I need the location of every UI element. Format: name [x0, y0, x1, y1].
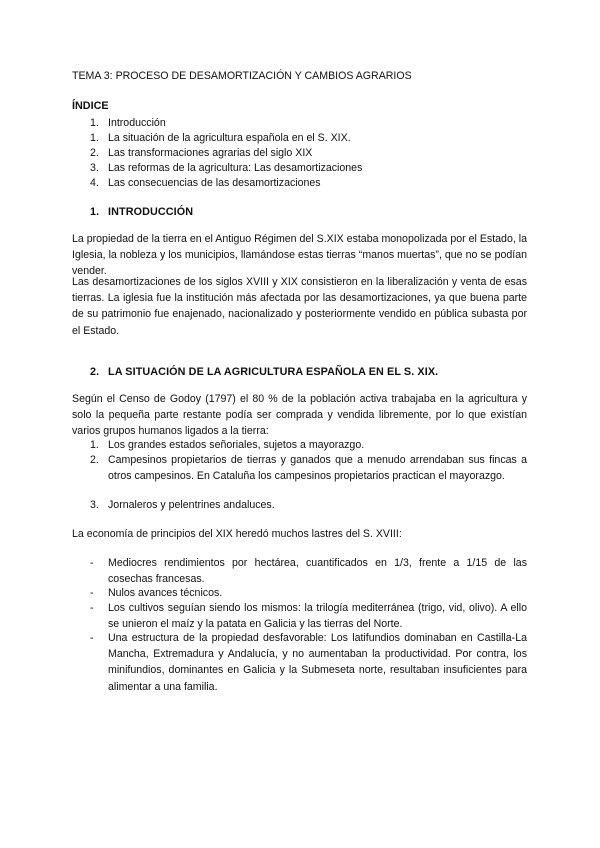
bullet-text: Una estructura de la propiedad desfavorable: Los latifundios dominaban en Castilla-La Mancha, Extremadura y Andalucía, y no aumentaban la productividad. Por contra, los minifundios, dominantes en Galicia y la Submeseta norte, resultaban insuficientes para alimentar a una familia.	[108, 632, 527, 693]
index-item	[90, 147, 312, 159]
list-item-text: Jornaleros y pelentrines andaluces.	[108, 499, 275, 511]
bullet-dash: -	[90, 557, 94, 569]
bullet-text: Mediocres rendimientos por hectárea, cuantificados en 1/3, frente a 1/15 de las cosechas francesas.	[108, 557, 527, 586]
index-item-text: Las consecuencias de las desamortizaciones	[108, 177, 321, 189]
index-item-number: 4.	[90, 177, 99, 189]
index-heading: ÍNDICE	[72, 100, 109, 112]
index-item-number: 3.	[90, 162, 99, 174]
bullet-dash: -	[90, 632, 94, 644]
list-item-number: 2.	[90, 454, 99, 466]
section-title: INTRODUCCIÓN	[108, 206, 194, 218]
document-title: TEMA 3: PROCESO DE DESAMORTIZACIÓN Y CAMBIOS AGRARIOS	[72, 70, 412, 82]
index-item-text: Introducción	[108, 117, 166, 129]
list-item	[90, 497, 527, 513]
bullet-dash: -	[90, 602, 94, 614]
list-item-text: Campesinos propietarios de tierras y ganados que a menudo arrendaban sus fincas a otros campesinos. En Cataluña los campesinos propietarios practican el mayorazgo.	[108, 454, 527, 483]
intro-paragraph: La propiedad de la tierra en el Antiguo Régimen del S.XIX estaba monopolizada por el Estado, la Iglesia, la nobleza y los municipios, llamándose estas tierras “manos muertas”, que no se podían vender.	[72, 233, 527, 278]
section-number: 2.	[90, 366, 100, 378]
situation-paragraph: Según el Censo de Godoy (1797) el 80 % de la población activa trabajaba en la agricultura y solo la pequeña parte restante podía ser comprada y vendida libremente, por lo que existían varios grupos humanos ligados a la tierra:	[72, 393, 527, 438]
index-item-number: 2.	[90, 147, 99, 159]
list-item-text: Los grandes estados señoriales, sujetos a mayorazgo.	[108, 439, 365, 451]
bullet-text: Nulos avances técnicos.	[108, 587, 223, 599]
section-title: LA SITUACIÓN DE LA AGRICULTURA ESPAÑOLA EN EL S. XIX.	[108, 366, 439, 378]
index-item	[90, 162, 362, 174]
index-item-text: La situación de la agricultura española en el S. XIX.	[108, 132, 351, 144]
bullet-dash: -	[90, 587, 94, 599]
index-item	[90, 117, 166, 129]
list-item-number: 1.	[90, 439, 99, 451]
index-item-number: 1.	[90, 117, 99, 129]
list-item	[90, 437, 527, 453]
index-item-text: Las transformaciones agrarias del siglo XIX	[108, 147, 313, 159]
list-item-number: 3.	[90, 499, 99, 511]
section-1-heading	[90, 206, 193, 218]
bullet-item	[90, 555, 527, 587]
intro-paragraph: Las desamortizaciones de los siglos XVIII y XIX consistieron en la liberalización y venta de esas tierras. La iglesia fue la institución más afectada por las desamortizaciones, ya que buena parte de su patrimonio fue enajenado, nacionalizado y posteriormente vendido en pública subasta por el Estado.	[72, 276, 527, 337]
economy-paragraph: La economía de principios del XIX heredó muchos lastres del S. XVIII:	[72, 528, 402, 540]
bullet-text: Los cultivos seguían siendo los mismos: la trilogía mediterránea (trigo, vid, olivo). A ello se unieron el maíz y la patata en Galicia y las tierras del Norte.	[108, 602, 527, 631]
list-item	[90, 452, 527, 484]
bullet-item	[90, 600, 527, 632]
bullet-item	[90, 585, 527, 601]
index-item	[90, 177, 321, 189]
index-item	[90, 132, 351, 144]
section-number: 1.	[90, 206, 100, 218]
bullet-item	[90, 630, 527, 695]
index-item-text: Las reformas de la agricultura: Las desamortizaciones	[108, 162, 363, 174]
section-2-heading	[90, 366, 438, 378]
index-item-number: 1.	[90, 132, 99, 144]
